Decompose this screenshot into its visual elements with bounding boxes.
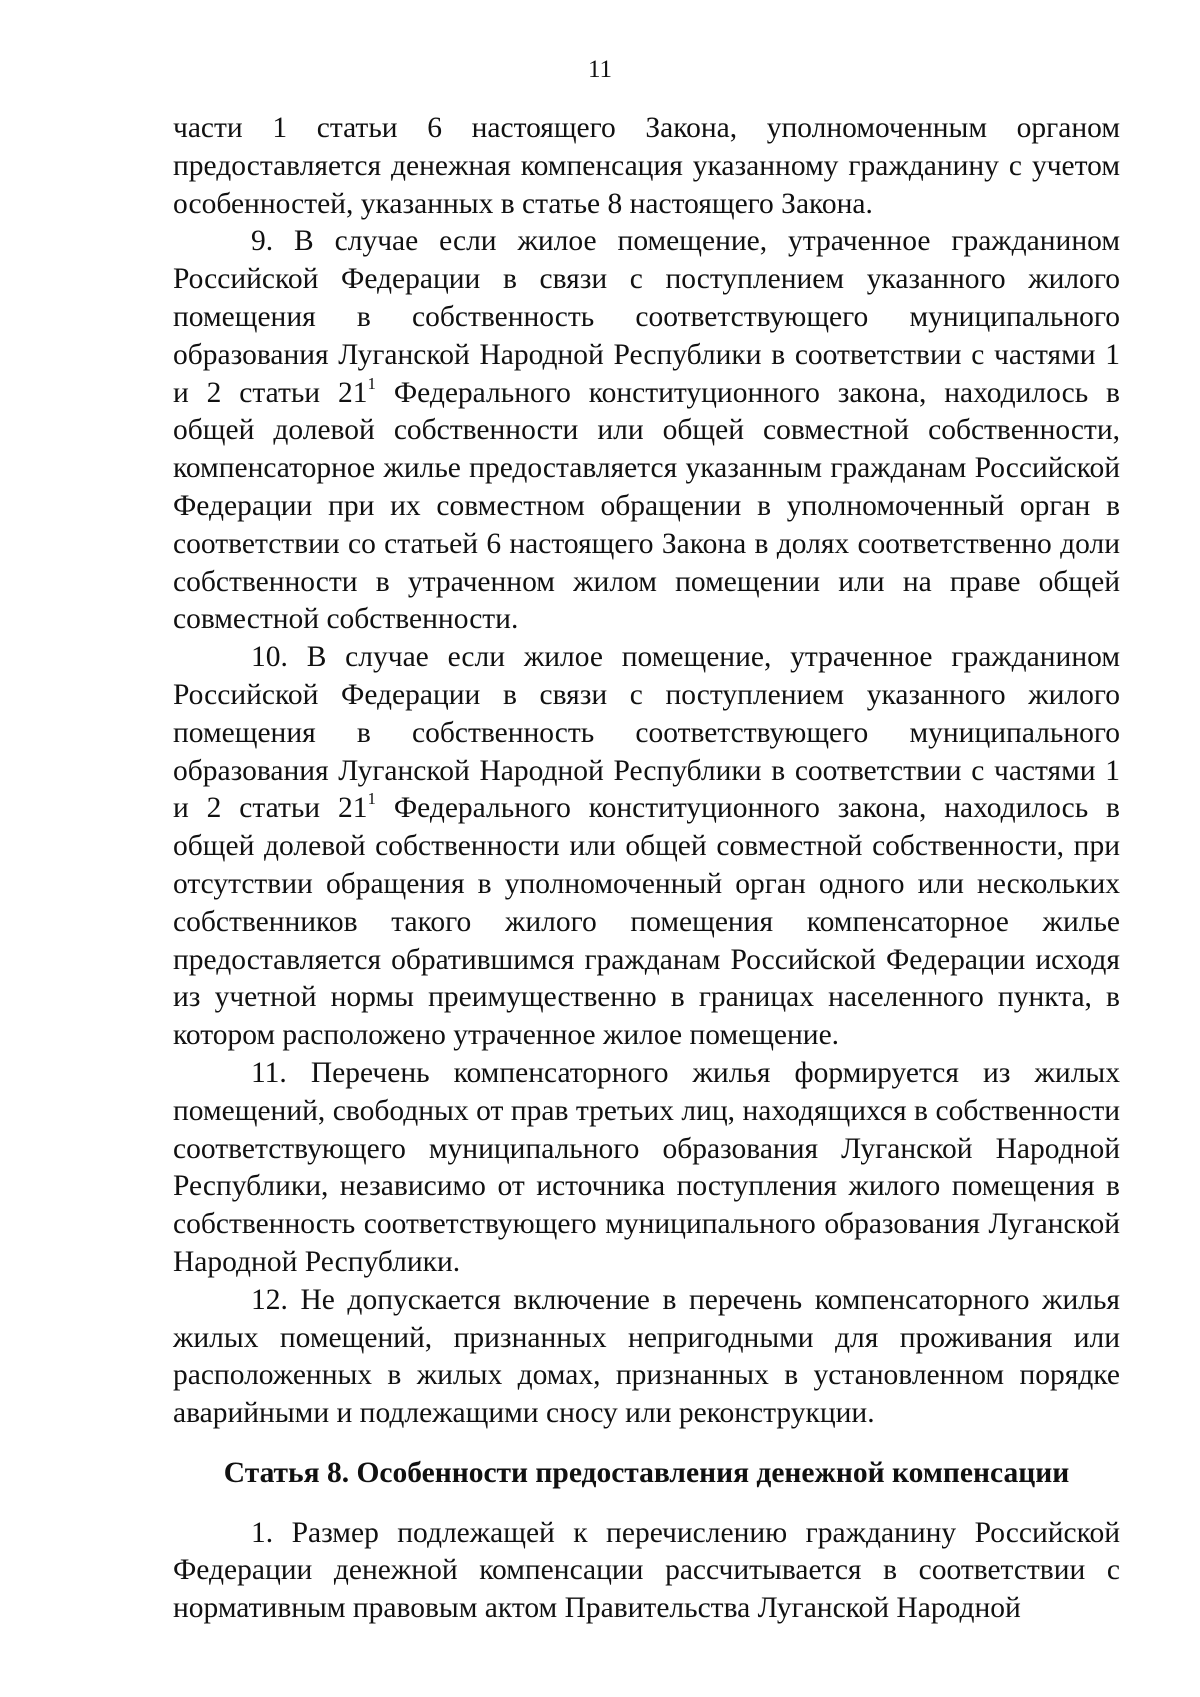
- paragraph-10-superscript: 1: [367, 789, 376, 809]
- paragraph-10-text-b: Федерального конституционного закона, находилось в общей долевой собственности или общей совместной собственности, при отсутствии обращения в уполномоченный орган одного или нескольких собственников такого жилого помещения компенсаторное жилье предоставляется обратившимся гражданам Российской Федерации исходя из учетной нормы преимущественно в границах населенного пункта, в котором расположено утраченное жилое помещение.: [173, 792, 1120, 1052]
- paragraph-9-text-a: 9. В случае если жилое помещение, утраченное гражданином Российской Федерации в связи с поступлением указанного жилого помещения в собственность соответствующего муниципального образования Луганской Народной Республики в соответствии с частями 1 и 2 статьи 21: [173, 225, 1120, 409]
- paragraph-10-text-a: 10. В случае если жилое помещение, утраченное гражданином Российской Федерации в связи с поступлением указанного жилого помещения в собственность соответствующего муниципального образования Луганской Народной Республики в соответствии с частями 1 и 2 статьи 21: [173, 641, 1120, 825]
- page-number: 11: [587, 56, 613, 83]
- paragraph-10: [173, 639, 1120, 1055]
- paragraph-12: 12. Не допускается включение в перечень компенсаторного жилья жилых помещений, признанных непригодными для проживания или расположенных в жилых домах, признанных в установленном порядке аварийными и подлежащими сносу или реконструкции.: [173, 1283, 1120, 1430]
- paragraph-continuation: части 1 статьи 6 настоящего Закона, уполномоченным органом предоставляется денежная компенсация указанному гражданину с учетом особенностей, указанных в статье 8 настоящего Закона.: [173, 112, 1120, 220]
- paragraph-11: 11. Перечень компенсаторного жилья формируется из жилых помещений, свободных от прав третьих лиц, находящихся в собственности соответствующего муниципального образования Луганской Народной Республики, независимо от источника поступления жилого помещения в собственность соответствующего муниципального образования Луганской Народной Республики.: [173, 1056, 1120, 1278]
- article-8-paragraph-1: 1. Размер подлежащей к перечислению гражданину Российской Федерации денежной компенсации рассчитывается в соответствии с нормативным правовым актом Правительства Луганской Народной: [173, 1516, 1120, 1625]
- paragraph-9-superscript: 1: [367, 373, 376, 393]
- paragraph-9-text-b: Федерального конституционного закона, находилось в общей долевой собственности или общей совместной собственности, компенсаторное жилье предоставляется указанным гражданам Российской Федерации при их совместном обращении в уполномоченный орган в соответствии со статьей 6 настоящего Закона в долях соответственно доли собственности в утраченном жилом помещении или на праве общей совместной собственности.: [173, 376, 1120, 636]
- paragraph-9: [173, 223, 1120, 639]
- article-8-heading: Статья 8. Особенности предоставления денежной компенсации: [223, 1456, 1070, 1489]
- document-body: [173, 110, 1120, 1628]
